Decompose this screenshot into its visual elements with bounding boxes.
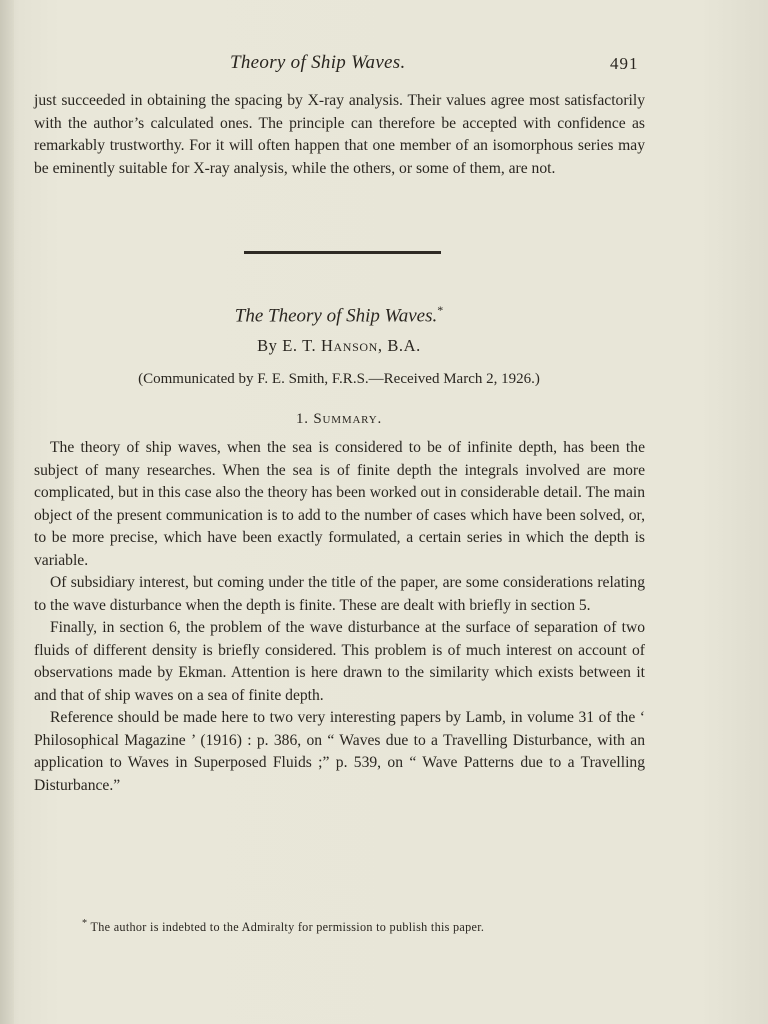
article-separator-rule: [244, 251, 441, 254]
footnote: [82, 918, 642, 935]
article-title-text: The Theory of Ship Waves.: [234, 305, 438, 327]
byline-suffix: , B.A.: [377, 336, 421, 355]
page-spine-shadow: [0, 0, 14, 1024]
running-head: [0, 52, 768, 78]
footnote-mark: *: [437, 303, 444, 317]
section-title: Summary.: [313, 411, 383, 427]
article-title: [0, 303, 678, 327]
section-heading: [0, 411, 678, 428]
communication-note: (Communicated by F. E. Smith, F.R.S.—Received March 2, 1926.): [138, 371, 540, 387]
body-paragraph: Of subsidiary interest, but coming under the title of the paper, are some considerations relating to the wave disturbance when the depth is finite. These are dealt with briefly in section 5.: [34, 574, 645, 614]
page-number: 491: [610, 54, 639, 73]
body-paragraph: Finally, in section 6, the problem of the wave disturbance at the surface of separation of two fluids of different density is briefly considered. This problem is of much interest on account of observations made by Ekman. Attention is here drawn to the similarity which exists between it and that of ship waves on a sea of finite depth.: [34, 619, 645, 704]
byline-prefix: By E. T.: [257, 336, 317, 355]
summary-body: [34, 437, 645, 797]
byline: [0, 336, 678, 356]
previous-article-text: [34, 90, 645, 180]
footnote-text: The author is indebted to the Admiralty for permission to publish this paper.: [90, 920, 485, 935]
author-name: Hanson: [321, 336, 378, 355]
body-paragraph: Reference should be made here to two very interesting papers by Lamb, in volume 31 of the ‘ Philosophical Magazine ’ (1916) : p. 386, on “ Waves due to a Travelling Disturbance, with an application to Waves in Superposed Fluids ;” p. 539, on “ Wave Patterns due to a Travelling Disturbance.”: [34, 709, 645, 794]
section-number: 1.: [295, 411, 309, 427]
footnote-marker: *: [82, 918, 88, 929]
continuation-paragraph: just succeeded in obtaining the spacing by X-ray analysis. Their values agree most satisfactorily with the author’s calculated ones. The principle can therefore be accepted with confidence as remarkably trustworthy. For it will often happen that one member of an isomorphous series may be eminently suitable for X-ray analysis, while the others, or some of them, are not.: [34, 92, 645, 177]
running-head-title: Theory of Ship Waves.: [230, 52, 406, 73]
body-paragraph: The theory of ship waves, when the sea is considered to be of infinite depth, has been the subject of many researches. When the sea is of finite depth the integrals involved are more complicated, but in this case also the theory has been worked out in considerable detail. The main object of the present communication is to add to the number of cases which have been solved, or, to be more precise, which have been exactly formulated, a certain series in which the depth is variable.: [34, 439, 645, 569]
